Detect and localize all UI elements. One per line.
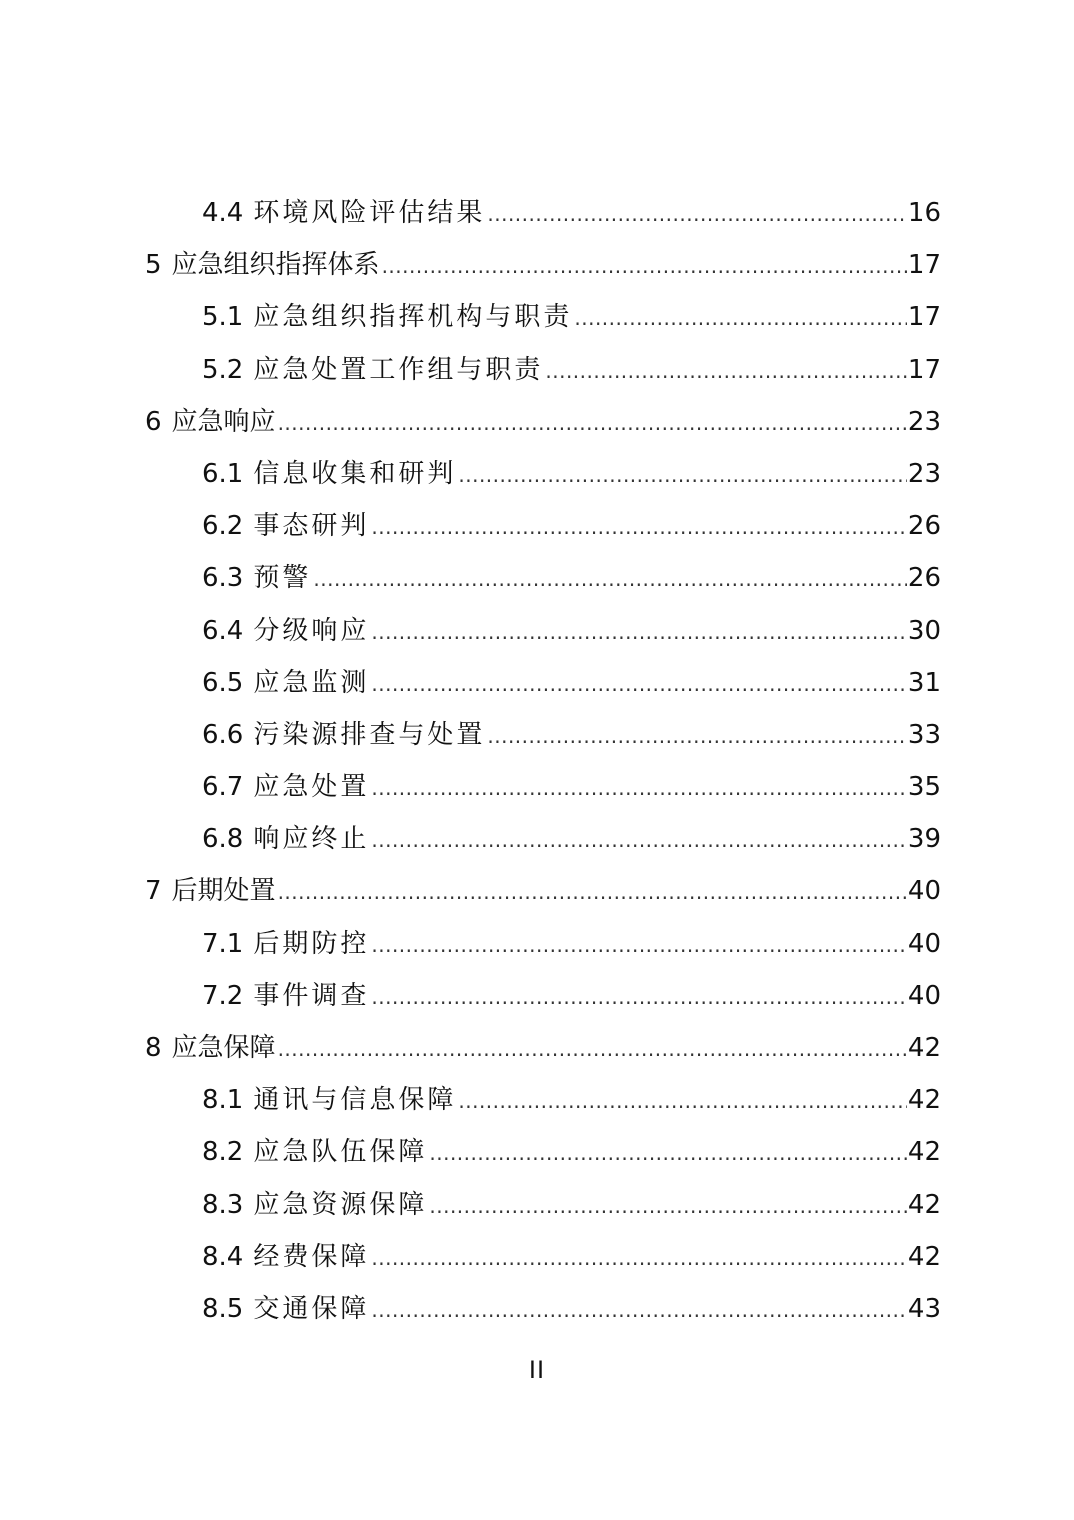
toc-entry-page: 23: [907, 458, 941, 489]
toc-entry-page: 42: [907, 1085, 941, 1116]
toc-entry-title: 事件调查: [253, 980, 370, 1011]
toc-entry-title: 预警: [253, 563, 312, 594]
toc-entry-title: 经费保障: [253, 1241, 370, 1272]
toc-entry-number: 5.2: [202, 354, 244, 385]
toc-entry-page: 17: [907, 250, 941, 281]
toc-entry[interactable]: [0, 498, 1074, 550]
toc-entry-title: 应急组织指挥机构与职责: [253, 302, 573, 333]
toc-entry[interactable]: [0, 863, 1074, 915]
toc-entry-number: 6.7: [202, 772, 244, 803]
toc-entry-page: 42: [907, 1033, 941, 1063]
toc-entry-page: 17: [907, 302, 941, 333]
toc-dot-leader: [369, 917, 907, 973]
toc-dot-leader: [543, 343, 907, 399]
toc-entry-page: 43: [907, 1293, 941, 1324]
toc-entry-title: 应急处置: [253, 772, 370, 803]
toc-dot-leader: [456, 447, 907, 503]
toc-entry[interactable]: [0, 655, 1074, 707]
toc-entry-number: 6.2: [202, 511, 244, 542]
toc-entry-number: 8.4: [202, 1241, 244, 1272]
toc-entry[interactable]: [0, 550, 1074, 602]
toc-entry[interactable]: [0, 916, 1074, 968]
toc-entry-title: 交通保障: [253, 1293, 370, 1324]
toc-entry-number: 8: [145, 1033, 162, 1063]
toc-entry-title: 应急保障: [171, 1033, 276, 1063]
toc-dot-leader: [369, 499, 907, 555]
toc-entry[interactable]: [0, 759, 1074, 811]
toc-entry-number: 8.2: [202, 1137, 244, 1168]
toc-entry[interactable]: [0, 811, 1074, 863]
toc-entry-page: 35: [907, 772, 941, 803]
toc-entry-number: 6.6: [202, 719, 244, 750]
toc-entry-title: 应急响应: [171, 406, 276, 437]
toc-entry-number: 8.1: [202, 1085, 244, 1116]
toc-entry-page: 26: [907, 511, 941, 542]
toc-entry-page: 26: [907, 563, 941, 594]
toc-entry-number: 6.5: [202, 667, 244, 698]
toc-entry-title: 分级响应: [253, 615, 370, 646]
toc-entry-number: 4.4: [202, 198, 244, 228]
toc-entry-title: 事态研判: [253, 511, 370, 542]
toc-entry[interactable]: [0, 1177, 1074, 1229]
toc-entry-number: 5.1: [202, 302, 244, 333]
toc-dot-leader: [380, 238, 907, 294]
toc-entry[interactable]: [0, 1072, 1074, 1124]
toc-entry-number: 5: [145, 250, 162, 281]
toc-entry-page: 31: [907, 667, 941, 698]
toc-entry-number: 6.1: [202, 458, 244, 489]
toc-entry-title: 污染源排查与处置: [253, 719, 486, 750]
toc-entry-number: 7.1: [202, 928, 244, 959]
toc-dot-leader: [369, 969, 907, 1025]
toc-dot-leader: [276, 395, 907, 451]
page-footer-number: II: [528, 1356, 546, 1384]
toc-entry-page: 17: [907, 354, 941, 385]
toc-entry-page: 39: [907, 824, 941, 855]
toc-dot-leader: [369, 1282, 907, 1338]
toc-entry-title: 应急资源保障: [253, 1189, 428, 1220]
toc-dot-leader: [485, 708, 907, 764]
toc-dot-leader: [572, 290, 907, 346]
toc-entry[interactable]: [0, 289, 1074, 341]
toc-entry[interactable]: [0, 1229, 1074, 1281]
toc-entry-page: 30: [907, 615, 941, 646]
toc-entry[interactable]: [0, 342, 1074, 394]
toc-entry[interactable]: [0, 1124, 1074, 1176]
toc-entry-page: 42: [907, 1241, 941, 1272]
toc-dot-leader: [427, 1125, 907, 1181]
toc-entry-number: 6.8: [202, 824, 244, 855]
toc-dot-leader: [485, 186, 907, 242]
toc-entry-title: 应急监测: [253, 667, 370, 698]
toc-entry-page: 40: [907, 928, 941, 959]
toc-entry-number: 8.3: [202, 1189, 244, 1220]
toc-entry[interactable]: [0, 707, 1074, 759]
toc-entry-page: 40: [907, 876, 941, 907]
toc-entry-page: 16: [907, 198, 941, 228]
toc-entry-number: 7.2: [202, 980, 244, 1011]
toc-entry[interactable]: [0, 968, 1074, 1020]
toc-entry-page: 40: [907, 980, 941, 1011]
toc-entry-title: 环境风险评估结果: [253, 198, 486, 228]
toc-entry[interactable]: [0, 1020, 1074, 1072]
toc-entry-title: 后期防控: [253, 928, 370, 959]
toc-entry-page: 33: [907, 719, 941, 750]
toc-dot-leader: [369, 812, 907, 868]
toc-entry-number: 6: [145, 406, 162, 437]
toc-entry-title: 应急组织指挥体系: [171, 250, 380, 281]
toc-entry[interactable]: [0, 394, 1074, 446]
toc-dot-leader: [276, 1021, 907, 1077]
toc-entry-page: 42: [907, 1137, 941, 1168]
toc-entry[interactable]: [0, 603, 1074, 655]
toc-entry-number: 6.3: [202, 563, 244, 594]
toc-dot-leader: [456, 1073, 907, 1129]
toc-entry-title: 响应终止: [253, 824, 370, 855]
toc-entry[interactable]: [0, 446, 1074, 498]
toc-entry[interactable]: [0, 185, 1074, 237]
toc-dot-leader: [311, 551, 907, 607]
toc-entry-page: 42: [907, 1189, 941, 1220]
toc-dot-leader: [369, 760, 907, 816]
toc-dot-leader: [369, 1230, 907, 1286]
toc-entry[interactable]: [0, 237, 1074, 289]
toc-entry-title: 后期处置: [171, 876, 276, 907]
toc-dot-leader: [276, 864, 907, 920]
toc-dot-leader: [427, 1178, 907, 1234]
table-of-contents: [0, 185, 1074, 1333]
toc-entry-title: 通讯与信息保障: [253, 1085, 457, 1116]
toc-entry-title: 信息收集和研判: [253, 458, 457, 489]
toc-entry-number: 6.4: [202, 615, 244, 646]
toc-dot-leader: [369, 656, 907, 712]
toc-entry-title: 应急处置工作组与职责: [253, 354, 544, 385]
toc-entry-title: 应急队伍保障: [253, 1137, 428, 1168]
toc-entry[interactable]: [0, 1281, 1074, 1333]
toc-entry-page: 23: [907, 406, 941, 437]
toc-entry-number: 8.5: [202, 1293, 244, 1324]
toc-entry-number: 7: [145, 876, 162, 907]
toc-dot-leader: [369, 604, 907, 660]
